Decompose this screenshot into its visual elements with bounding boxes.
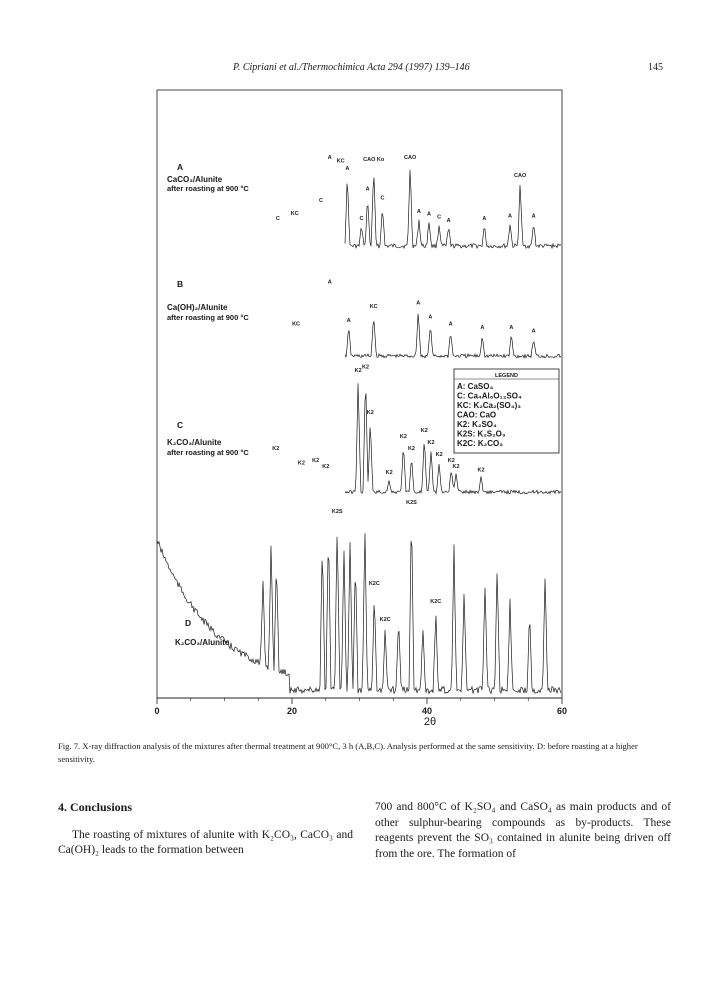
- peak-label: K2S: [331, 509, 343, 515]
- series-letter: B: [177, 279, 184, 289]
- series-label-line1: CaCO₃/Alunite: [167, 175, 223, 184]
- peak-label: A: [446, 218, 451, 224]
- peak-label: A: [327, 155, 332, 161]
- peak-label: C: [380, 195, 385, 202]
- legend-entry: C: Ca₄Al₆O₁₂SO₄: [457, 391, 522, 401]
- peak-label: CAO: [514, 173, 527, 179]
- peak-label: K2: [407, 446, 415, 452]
- x-axis-label: 2θ: [423, 716, 437, 728]
- series-label-line1: K₂CO₃/Alunite: [167, 438, 222, 447]
- peak-label: K2: [452, 464, 460, 470]
- peak-label: K2: [297, 460, 305, 467]
- x-tick-label: 40: [421, 706, 433, 716]
- peak-label: A: [428, 314, 433, 321]
- x-tick-label: 20: [286, 706, 298, 716]
- peak-label: K2C: [430, 599, 442, 605]
- peak-label: C: [319, 198, 324, 205]
- legend-entry: K2C: K₂CO₃: [457, 439, 503, 448]
- peak-label: C: [437, 214, 442, 221]
- peak-label: C: [275, 216, 280, 223]
- peak-label: A: [508, 213, 513, 220]
- peak-label: KC: [336, 158, 345, 165]
- peak-label: K2: [447, 458, 455, 464]
- xrd-figure: [140, 80, 580, 740]
- series-label-line1: Ca(OH)₂/Alunite: [167, 303, 228, 312]
- peak-label: K2: [366, 410, 374, 416]
- xrd-trace: [345, 170, 561, 248]
- series-label-line2: after roasting at 900 °C: [167, 448, 249, 457]
- peak-label: K2: [399, 434, 407, 440]
- series-letter: D: [185, 618, 192, 628]
- peak-label: A: [531, 328, 536, 335]
- x-axis-ticks: [154, 698, 567, 716]
- peak-label: KC: [292, 321, 301, 328]
- peak-label: K2C: [368, 581, 380, 587]
- series-letter: A: [177, 162, 184, 172]
- conclusions-left-paragraph: The roasting of mixtures of alunite with K₂CO₃, CaCO₃ and Ca(OH)₂ leads to the formation between: [58, 828, 353, 856]
- series-label-line2: after roasting at 900 °C: [167, 184, 249, 193]
- peak-label: A: [531, 213, 536, 220]
- peak-label: A: [365, 186, 370, 193]
- legend-entry: A: CaSO₄: [457, 382, 494, 391]
- section-heading: 4. Conclusions: [58, 800, 133, 814]
- left-column: [58, 800, 353, 859]
- peak-label: A: [416, 209, 421, 215]
- peak-label: K2C: [379, 617, 391, 623]
- series-label-line1: K₂CO₃/Alunite: [175, 638, 230, 647]
- xrd-chart: [140, 80, 580, 740]
- peak-label: K2: [435, 452, 443, 458]
- peak-label: K2: [312, 458, 320, 464]
- peak-label: K2: [354, 368, 362, 374]
- peak-label: KC: [290, 210, 299, 217]
- peak-label: K2S: [406, 500, 417, 506]
- peak-label: A: [480, 325, 485, 331]
- peak-label: K2: [420, 428, 428, 434]
- peak-label: CAO: [404, 155, 417, 161]
- peak-label: A: [345, 165, 350, 172]
- peak-label: K2: [477, 467, 485, 474]
- peak-label: A: [482, 216, 487, 223]
- peak-label: A: [509, 325, 514, 331]
- peak-label: A: [327, 279, 332, 286]
- legend: [454, 369, 559, 453]
- peak-label: K2: [362, 364, 370, 371]
- conclusions-right-paragraph: 700 and 800°C of K₂SO₄ and CaSO₄ as main products and of other sulphur-bearing compounds as by-products. These reagents prevent the SO₃ contained in alunite being driven off from the ore. The formation of: [375, 801, 671, 860]
- series-letter: C: [177, 420, 184, 430]
- right-column: [375, 800, 671, 862]
- xrd-trace: [345, 314, 561, 358]
- peak-label: A: [416, 300, 421, 307]
- legend-entry: K2S: K₂S₂O₃: [457, 429, 506, 439]
- peak-label: KC: [369, 304, 378, 310]
- peak-label: CAO Ko: [363, 156, 385, 163]
- series-labels: [167, 162, 249, 647]
- peak-label: C: [359, 216, 364, 223]
- peak-label: K2: [272, 446, 280, 452]
- peak-label: K2: [427, 440, 435, 446]
- peak-label: A: [427, 211, 432, 218]
- legend-title: LEGEND: [495, 373, 518, 379]
- running-head: [0, 62, 720, 78]
- series-label-line2: after roasting at 900 °C: [167, 313, 249, 322]
- legend-entry: CAO: CaO: [457, 410, 497, 420]
- running-head-title: P. Cipriani et al./Thermochimica Acta 294 (1997) 139–146: [233, 62, 470, 73]
- figure-caption: Fig. 7. X-ray diffraction analysis of the mixtures after thermal treatment at 900°C, 3 h (A,B,C). Analysis performed at the same sensitivity. D: before roasting at a higher sensitivity.: [58, 741, 638, 764]
- peak-label: A: [346, 318, 351, 324]
- peak-label: A: [448, 321, 453, 328]
- x-tick-label: 0: [154, 706, 160, 716]
- x-tick-label: 60: [556, 706, 568, 716]
- legend-entry: K2: K₂SO₄: [457, 420, 497, 429]
- xrd-trace: [157, 533, 561, 693]
- legend-entry: KC: K₂Ca₂(SO₄)₃: [457, 401, 521, 410]
- page-number: 145: [648, 62, 663, 73]
- peak-label: K2: [385, 470, 393, 476]
- peak-label: K2: [322, 464, 330, 470]
